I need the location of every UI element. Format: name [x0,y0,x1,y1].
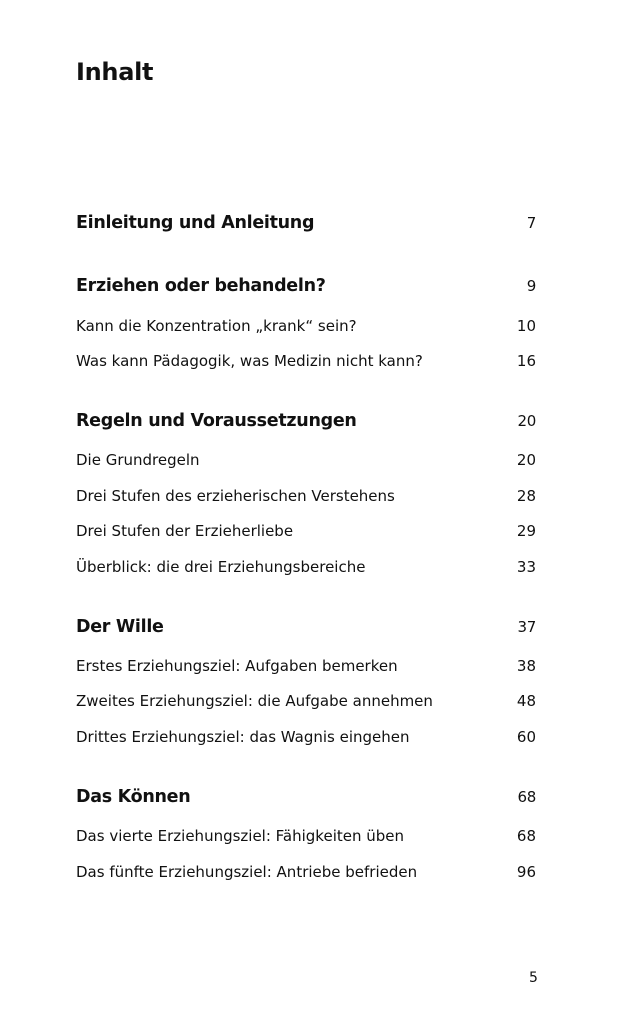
toc-chapter-title: Erziehen oder behandeln? [76,276,326,296]
toc-page-number: 96 [516,863,536,881]
toc-page-number: 20 [517,412,536,430]
toc-section-row [76,558,536,576]
toc-page-number: 48 [516,692,536,710]
toc-page-number: 33 [516,558,536,576]
toc-chapter-row [76,213,536,233]
toc-page-number: 60 [516,728,536,746]
toc-section-title: Drittes Erziehungsziel: das Wagnis eingehen [76,728,410,746]
toc-chapter-row [76,411,536,431]
page-title: Inhalt [76,58,154,86]
toc-page-number: 68 [516,827,536,845]
toc-chapter-title: Der Wille [76,617,164,637]
toc-section-title: Erstes Erziehungsziel: Aufgaben bemerken [76,657,398,675]
toc-section-row [76,451,536,469]
toc-section-title: Drei Stufen der Erzieherliebe [76,522,294,540]
toc-chapter-row [76,787,536,807]
toc-page-number: 9 [526,277,536,295]
toc-chapter-row [76,617,536,637]
toc-section-row [76,692,536,710]
toc-section-title: Drei Stufen des erzieherischen Verstehens [76,487,395,505]
page-number: 5 [529,970,538,986]
toc-section-title: Das vierte Erziehungsziel: Fähigkeiten üben [76,827,405,845]
toc-section-title: Was kann Pädagogik, was Medizin nicht kann? [76,352,423,370]
toc-chapter-title: Das Können [76,787,191,807]
toc-section-title: Das fünfte Erziehungsziel: Antriebe befrieden [76,863,418,881]
toc-section-row [76,487,536,505]
toc-chapter-title: Regeln und Voraussetzungen [76,411,357,431]
toc-section-row [76,352,536,370]
toc-section-row [76,657,536,675]
toc-section-row [76,827,536,845]
toc-page-number: 68 [517,788,536,806]
toc-section-title: Die Grundregeln [76,451,200,469]
toc-section-row [76,317,536,335]
toc-page-number: 38 [516,657,536,675]
toc-section-title: Kann die Konzentration „krank“ sein? [76,317,357,335]
toc-page-number: 7 [526,214,536,232]
toc-page-number: 37 [517,618,536,636]
toc-page-number: 28 [516,487,536,505]
toc-chapter-title: Einleitung und Anleitung [76,213,315,233]
toc-section-row [76,522,536,540]
toc-chapter-row [76,276,536,296]
toc-page-number: 29 [516,522,536,540]
toc-page-number: 20 [516,451,536,469]
toc-section-title: Zweites Erziehungsziel: die Aufgabe annehmen [76,692,433,710]
toc-section-row [76,863,536,881]
toc-page-number: 16 [516,352,536,370]
toc-section-row [76,728,536,746]
toc-section-title: Überblick: die drei Erziehungsbereiche [76,558,366,576]
toc-page-number: 10 [516,317,536,335]
